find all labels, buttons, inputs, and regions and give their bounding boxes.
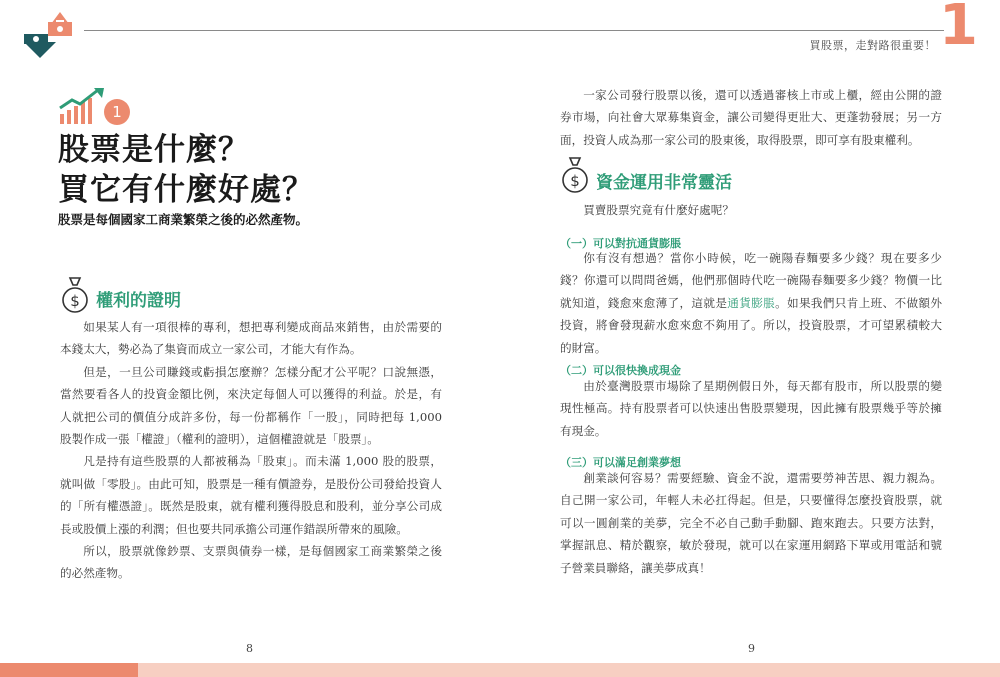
subsection-body <box>560 375 942 442</box>
page-number: 9 <box>748 642 755 655</box>
highlight-term: 通貨膨脹 <box>727 295 776 310</box>
paragraph: 如果某人有一項很棒的專利，想把專利變成商品來銷售，由於需要的本錢太大，勢必為了集資而成立一家公司，才能大有作為。 <box>60 320 442 357</box>
header-rule <box>500 30 944 31</box>
paragraph: 一家公司發行股票以後，還可以透過審核上市或上櫃，經由公開的證券市場，向社會大眾募集資金，讓公司變得更壯大、更蓬勃發展；另一方面，投資人成為那一家公司的股東後，取得股票，即可享有股東權利。 <box>560 88 942 147</box>
footer-bar <box>138 663 1000 677</box>
subsection-body <box>560 467 942 579</box>
intro-text <box>560 84 942 151</box>
running-head: 買股票，走對路很重要！ <box>809 39 936 52</box>
section-lead <box>560 199 942 221</box>
subtitle: 股票是每個國家工商業繁榮之後的必然產物。 <box>58 212 309 227</box>
section-heading-funds: 資金運用非常靈活 <box>596 173 732 193</box>
subsection-heading: （一）可以對抗通貨膨脹 <box>560 237 681 250</box>
section-heading-rights: 權利的證明 <box>96 291 181 311</box>
subsection-heading: （三）可以滿足創業夢想 <box>560 456 681 469</box>
svg-text:$: $ <box>70 292 80 310</box>
paragraph: 買賣股票究竟有什麼好處呢？ <box>583 203 734 217</box>
svg-text:$: $ <box>570 172 580 190</box>
title-line-2: 買它有什麼好處？ <box>58 172 314 208</box>
page-number: 8 <box>246 642 253 655</box>
paragraph: 所以，股票就像鈔票、支票與債券一樣，是每個國家工商業繁榮之後的必然產物。 <box>60 544 442 581</box>
paragraph: 由於臺灣股票市場除了星期例假日外，每天都有股市，所以股票的變現性極高。持有股票者可以快速出售股票變現，因此擁有股票幾乎等於擁有現金。 <box>560 379 942 438</box>
paragraph: 凡是持有這些股票的人都被稱為「股東」。而未滿 1,000 股的股票，就叫做「零股」。由此可知，股票是一種有價證券，是股份公司發給投資人的「所有權憑證」。既然是股東，就有權利獲得股息和股利，並分享公司成長或股價上漲的利潤；但也要共同承擔公司運作錯誤所帶來的風險。 <box>60 454 442 536</box>
paragraph: 你有沒有想過？當你小時候，吃一碗陽春麵要多少錢？現在要多少錢？你還可以問問爸媽，他們那個時代吃一碗陽春麵要多少錢？物價一比就知道，錢愈來愈薄了，這就是通貨膨脹。如果我們只肯上班、不做額外投資，將會發現薪水愈來愈不夠用了。所以，投資股票，才可望累積較大的財富。 <box>560 251 942 355</box>
chapter-number: 1 <box>939 0 978 58</box>
paragraph: 但是，一旦公司賺錢或虧損怎麼辦？怎樣分配才公平呢？口說無憑，當然要看各人的投資金額比例，來決定每個人可以獲得的利益。於是，有人就把公司的價值分成許多份，每一份都稱作「一股」，同時把每 1,000 股製作成一張「權證」（權利的證明），這個權證就是「股票」。 <box>60 364 442 447</box>
subsection-body <box>560 247 942 359</box>
footer-bar <box>0 663 138 677</box>
title-line-1: 股票是什麼？ <box>58 132 250 168</box>
money-bag-icon <box>560 156 590 196</box>
subsection-heading: （二）可以很快換成現金 <box>560 364 681 377</box>
title-number-badge: 1 <box>104 99 130 125</box>
paragraph: 創業談何容易？需要經驗、資金不說，還需要勞神苦思、親力親為。自己開一家公司，年輕人未必扛得起。但是，只要懂得怎麼投資股票，就可以一圓創業的美夢，完全不必自己動手動腳、跑來跑去。只要方法對，掌握訊息、精於觀察，敏於發現，就可以在家運用網路下單或用電話和號子營業員聯絡，讓美夢成真！ <box>560 471 942 575</box>
